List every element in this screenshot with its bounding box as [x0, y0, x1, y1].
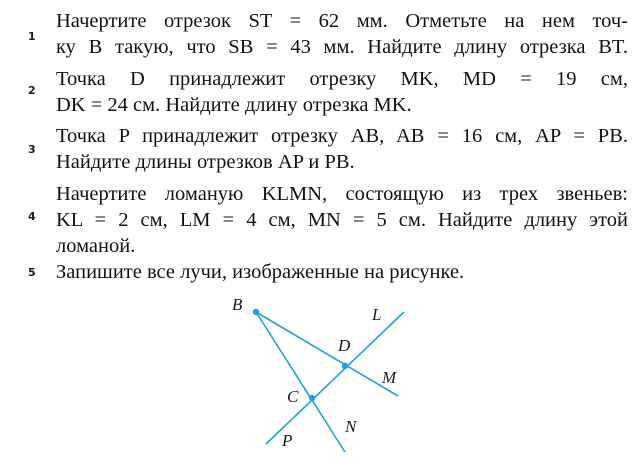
- label-p: P: [282, 431, 293, 450]
- problem-3-line-1: Точка P принадлежит отрезку AB, AB = 16 см, AP = PB.: [56, 125, 628, 147]
- problem-4-line-1: Начертите ломаную KLMN, состоящую из трех звеньев:: [56, 183, 628, 205]
- problem-4-number: 4: [28, 210, 36, 223]
- label-m: M: [382, 368, 397, 387]
- problem-3-number: 3: [28, 143, 36, 156]
- problem-1-number: 1: [28, 30, 36, 43]
- label-n: N: [345, 417, 357, 436]
- problem-5-line-1: Запишите все лучи, изображенные на рисунке.: [56, 261, 465, 283]
- problem-4-line-3: ломаной.: [56, 235, 136, 257]
- problem-4-line-2: KL = 2 см, LM = 4 см, MN = 5 см. Найдите длину этой: [56, 209, 628, 231]
- label-d: D: [338, 336, 351, 355]
- point-b: [253, 309, 259, 315]
- problem-1-line-1: Начертите отрезок ST = 62 мм. Отметьте на нем точ-: [56, 10, 628, 32]
- label-l: L: [372, 305, 382, 324]
- problem-3-line-2: Найдите длины отрезков AP и PB.: [56, 151, 355, 173]
- label-b: B: [232, 295, 243, 314]
- problem-1-line-2: ку B такую, что SB = 43 мм. Найдите длину отрезка BT.: [56, 36, 628, 58]
- point-d: [342, 363, 348, 369]
- problem-2-line-2: DK = 24 см. Найдите длину отрезка MK.: [56, 94, 412, 116]
- problem-5-number: 5: [28, 266, 36, 279]
- point-c: [309, 395, 315, 401]
- problem-2-number: 2: [28, 84, 36, 97]
- ray-bm-line: [256, 312, 398, 396]
- label-c: C: [287, 387, 299, 406]
- problem-2-line-1: Точка D принадлежит отрезку MK, MD = 19 см,: [56, 68, 628, 90]
